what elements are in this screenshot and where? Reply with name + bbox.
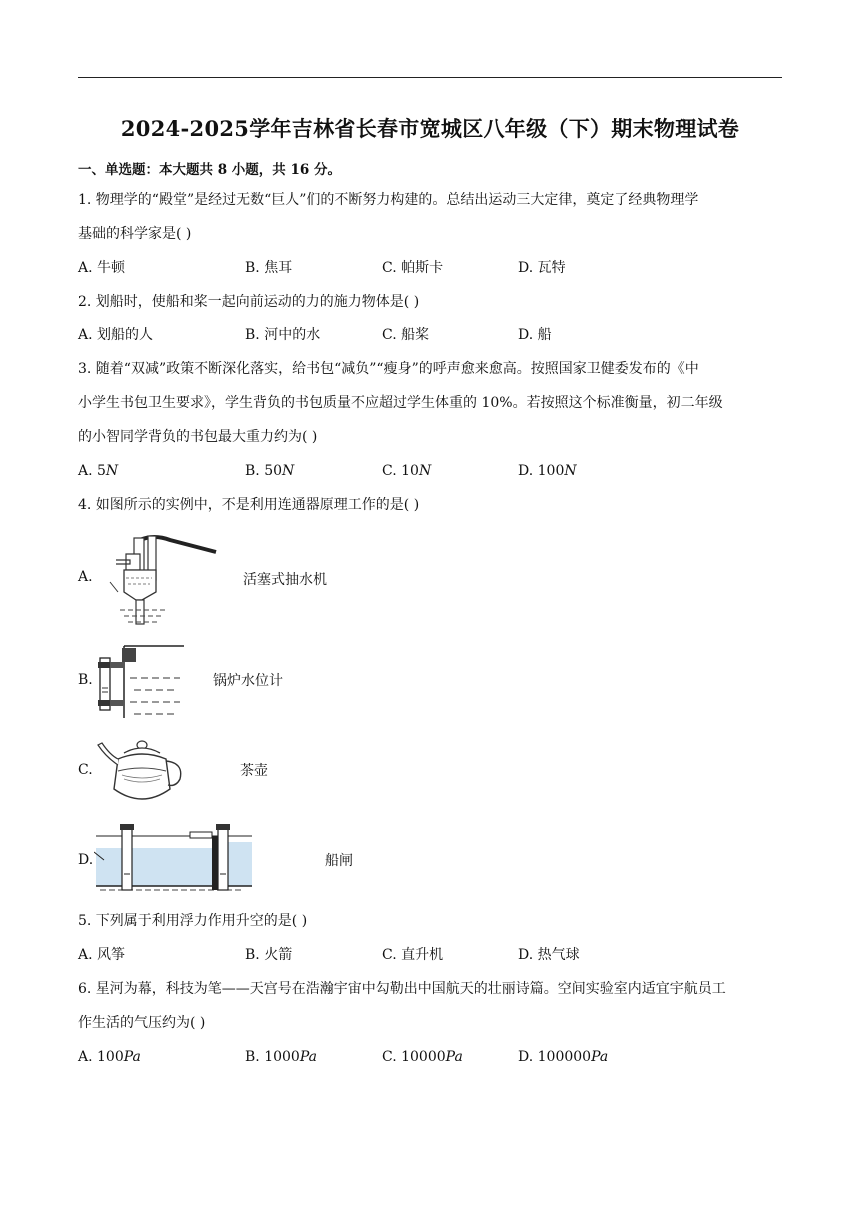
q3-line-3: 的小智同学背负的书包最大重力约为( ): [78, 429, 318, 445]
q2-option-a: A. 划船的人: [78, 327, 154, 343]
q1-line-2: 基础的科学家是( ): [78, 226, 192, 242]
q3-option-d: D. 100N: [518, 463, 577, 479]
q1-line-1: 1. 物理学的“殿堂”是经过无数“巨人”们的不断努力构建的。总结出运动三大定律，奠定了经典物理学: [78, 192, 699, 208]
q6-option-a: A. 100Pa: [78, 1049, 141, 1065]
q6-line-2: 作生活的气压约为( ): [78, 1015, 206, 1031]
q6-line-1: 6. 星河为幕，科技为笔——天宫号在浩瀚宇宙中勾勒出中国航天的壮丽诗篇。空间实验室内适宜宇航员工: [78, 981, 726, 997]
unit-label: N: [418, 463, 432, 479]
q1-option-b: B. 焦耳: [245, 260, 293, 276]
teapot-figure: [94, 737, 190, 807]
q5-option-d: D. 热气球: [518, 947, 580, 963]
q4-option-c: C.: [78, 762, 93, 778]
q2-option-d: D. 船: [518, 327, 552, 343]
q1-option-c: C. 帕斯卡: [382, 260, 444, 276]
unit-label: Pa: [591, 1049, 609, 1065]
q1-option-a: A. 牛顿: [78, 260, 126, 276]
q5-option-b: B. 火箭: [245, 947, 293, 963]
q1-option-d: D. 瓦特: [518, 260, 566, 276]
boiler-gauge-figure: [94, 642, 186, 722]
q4-line-1: 4. 如图所示的实例中，不是利用连通器原理工作的是( ): [78, 497, 420, 513]
q3-option-c: C. 10N: [382, 463, 432, 479]
q5-option-a: A. 风筝: [78, 947, 126, 963]
unit-label: Pa: [445, 1049, 463, 1065]
unit-label: Pa: [123, 1049, 141, 1065]
q4-caption-d: 船闸: [325, 853, 353, 869]
q3-option-a: A. 5N: [78, 463, 119, 479]
unit-label: N: [105, 463, 119, 479]
q4-option-a: A.: [78, 569, 93, 585]
q5-option-c: C. 直升机: [382, 947, 444, 963]
ship-lock-figure: [94, 822, 254, 894]
q2-option-b: B. 河中的水: [245, 327, 321, 343]
q2-line-1: 2. 划船时，使船和桨一起向前运动的力的施力物体是( ): [78, 294, 420, 310]
q6-option-b: B. 1000Pa: [245, 1049, 317, 1065]
exam-title: 2024-2025学年吉林省长春市宽城区八年级（下）期末物理试卷: [120, 116, 740, 141]
q3-line-1: 3. 随着“双减”政策不断深化落实，给书包“减负”“瘦身”的呼声愈来愈高。按照国家卫健委发布的《中: [78, 361, 699, 377]
q2-option-c: C. 船桨: [382, 327, 430, 343]
q3-option-b: B. 50N: [245, 463, 295, 479]
q3-line-2: 小学生书包卫生要求》，学生背负的书包质量不应超过学生体重的 10%。若按照这个标准衡量，初二年级: [78, 395, 723, 411]
q6-option-d: D. 100000Pa: [518, 1049, 609, 1065]
unit-label: Pa: [299, 1049, 317, 1065]
unit-label: N: [282, 463, 295, 479]
q4-caption-c: 茶壶: [240, 763, 268, 779]
q4-caption-a: 活塞式抽水机: [243, 572, 327, 588]
q4-caption-b: 锅炉水位计: [213, 673, 283, 689]
q5-line-1: 5. 下列属于利用浮力作用升空的是( ): [78, 913, 308, 929]
q4-option-b: B.: [78, 672, 93, 688]
q6-option-c: C. 10000Pa: [382, 1049, 463, 1065]
header-rule: [78, 77, 782, 78]
q4-option-d: D.: [78, 852, 94, 868]
unit-label: N: [564, 463, 577, 479]
piston-pump-figure: [96, 530, 226, 628]
section-heading: 一、单选题：本大题共 8 小题，共 16 分。: [78, 162, 341, 178]
